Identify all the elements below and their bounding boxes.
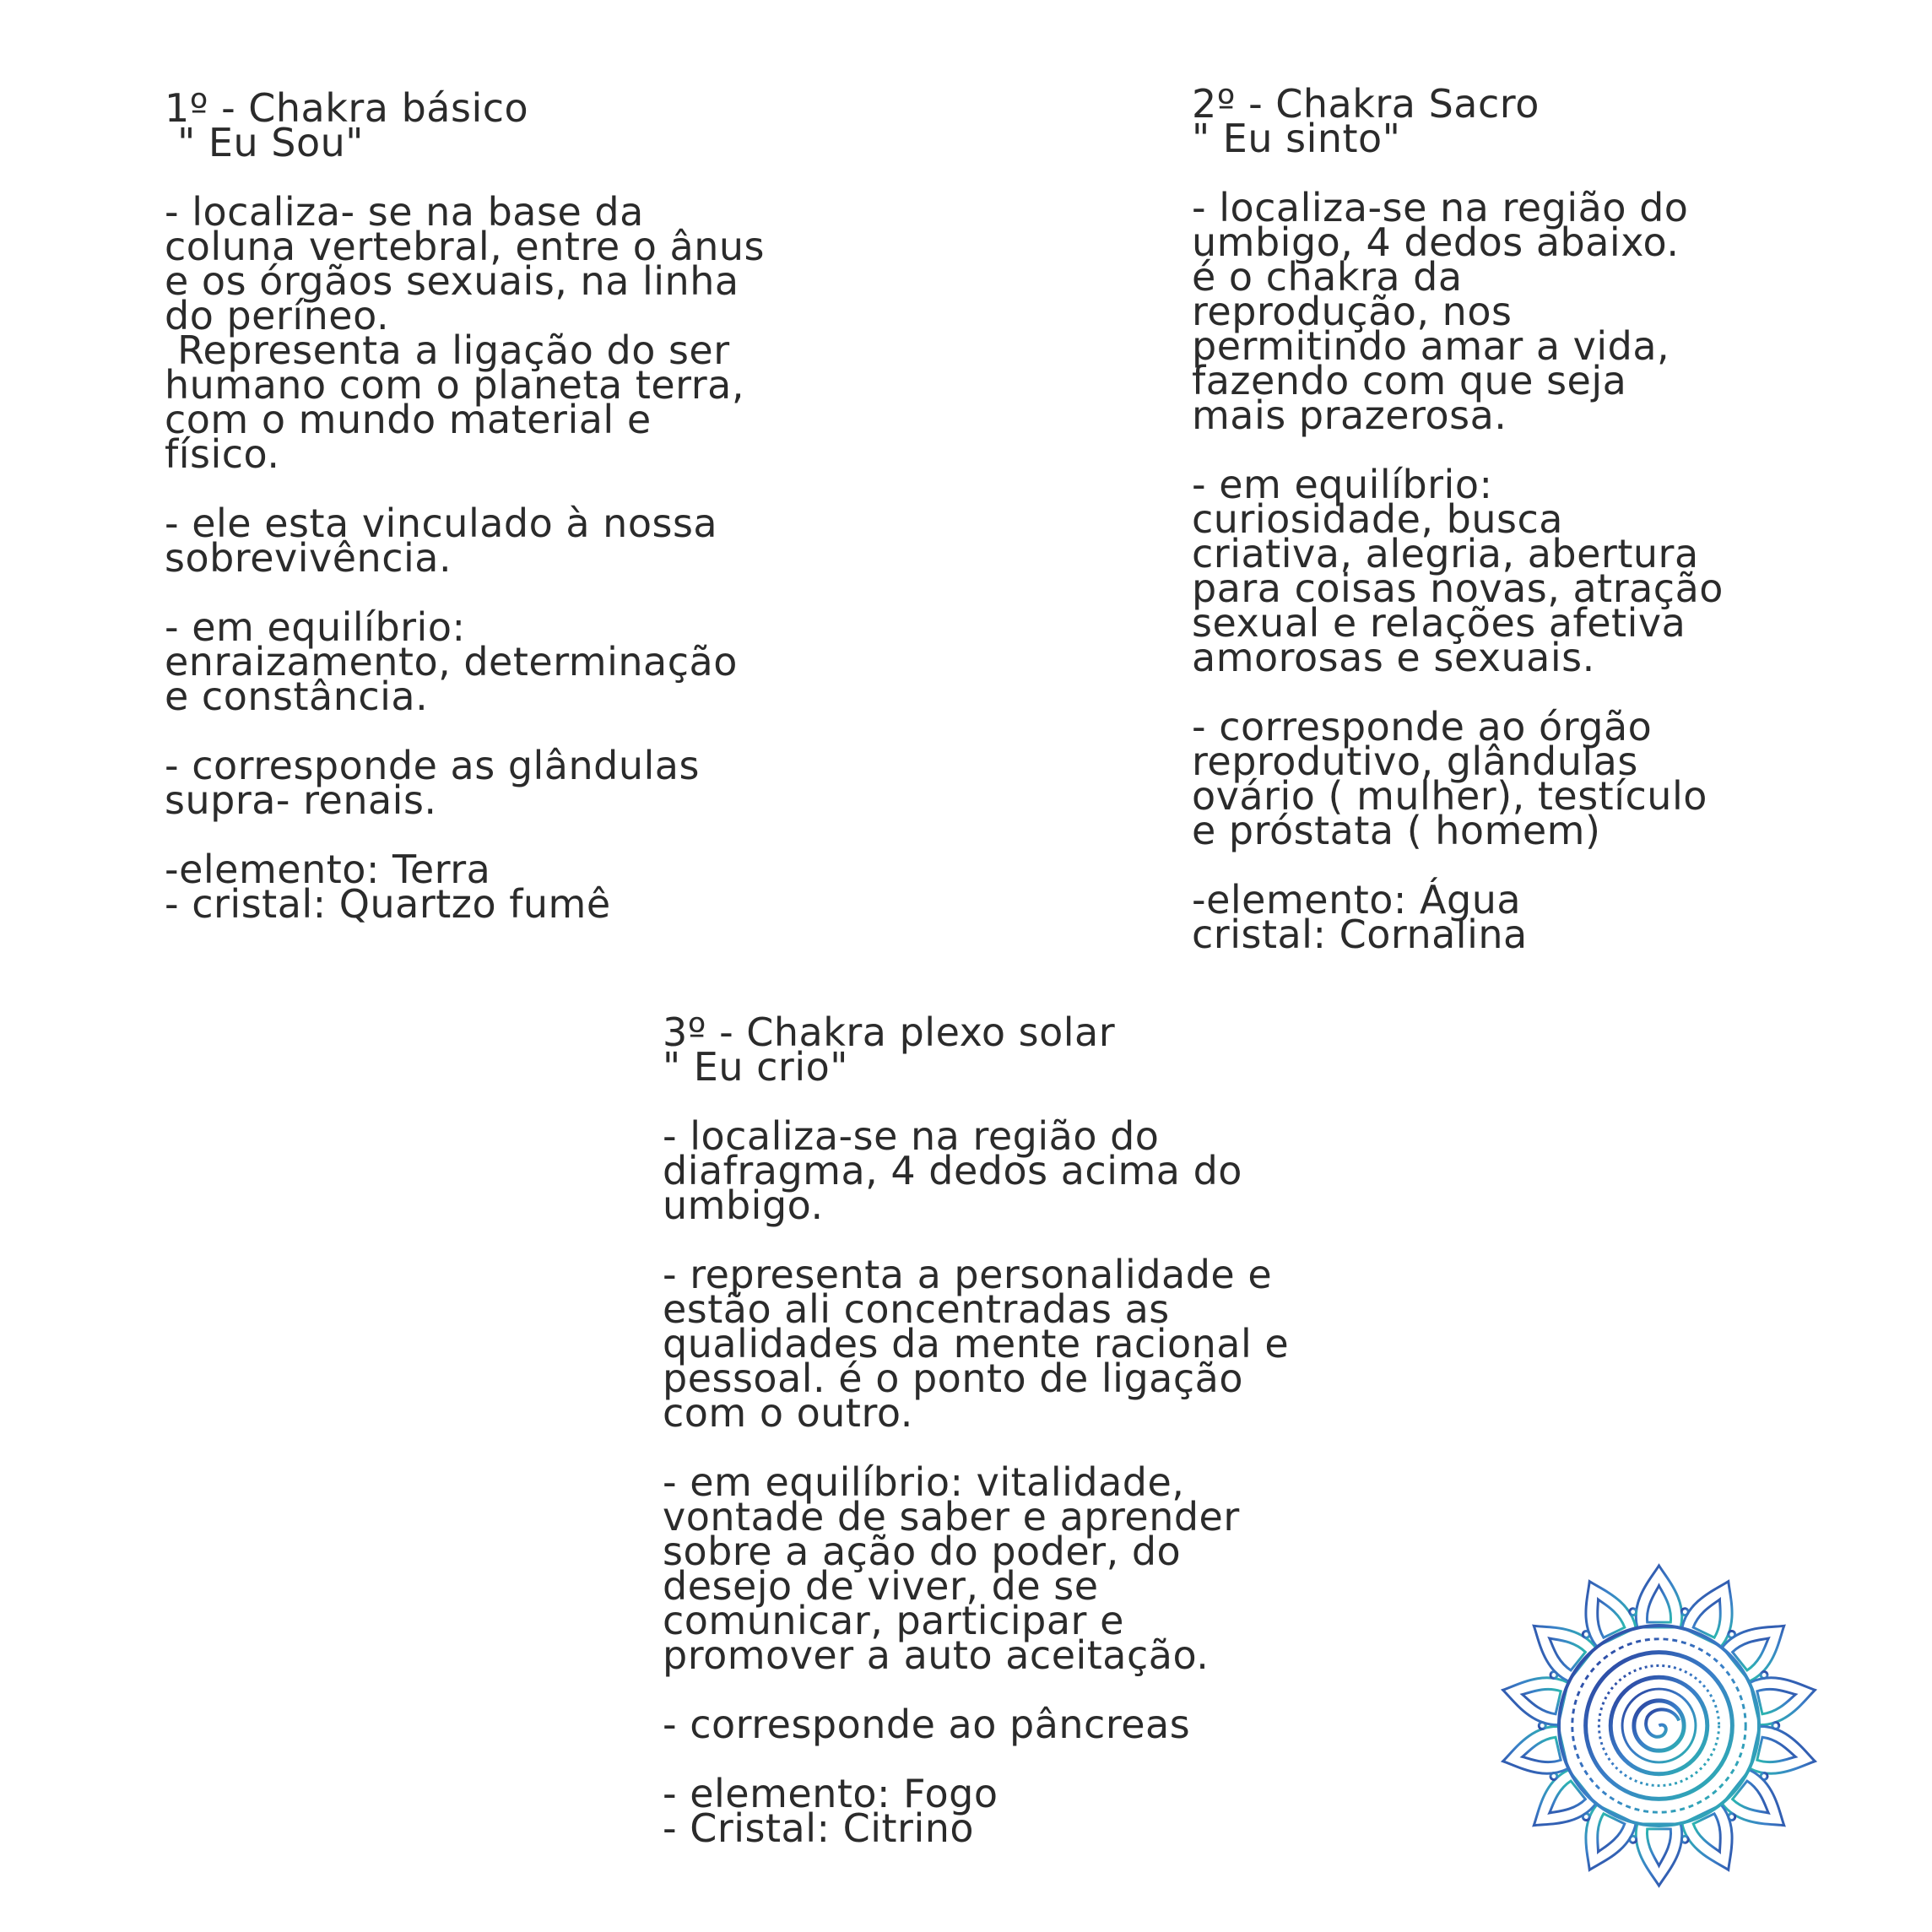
text-line: - Cristal: Citrino: [663, 1805, 975, 1851]
text-line: - em equilíbrio:: [165, 604, 466, 650]
text-line: promover a auto aceitação.: [663, 1632, 1210, 1678]
text-line: enraizamento, determinação: [165, 639, 738, 685]
text-line: - localiza-se na região do: [1192, 185, 1689, 230]
text-line: fazendo com que seja: [1192, 358, 1627, 403]
text-line: do períneo.: [165, 293, 390, 338]
text-line: desejo de viver, de se: [663, 1563, 1099, 1609]
text-line: ovário ( mulher), testículo: [1192, 773, 1707, 819]
text-line: criativa, alegria, abertura: [1192, 531, 1699, 576]
chakra-block-2: [1192, 81, 1724, 957]
text-line: curiosidade, busca: [1192, 496, 1563, 542]
text-line: umbigo, 4 dedos abaixo.: [1192, 219, 1680, 265]
text-line: - ele esta vinculado à nossa: [165, 501, 718, 546]
text-line: com o outro.: [663, 1390, 913, 1436]
chakra-subtitle: " Eu crio": [663, 1044, 848, 1090]
text-line: permitindo amar a vida,: [1192, 323, 1670, 369]
mandala-icon: [1492, 1555, 1826, 1897]
text-line: - corresponde ao órgão: [1192, 704, 1653, 750]
chakra-title: 3º - Chakra plexo solar: [663, 1009, 1116, 1055]
text-line: sobrevivência.: [165, 535, 452, 581]
chakra-title: 2º - Chakra Sacro: [1192, 81, 1540, 127]
text-line: humano com o planeta terra,: [165, 362, 744, 408]
text-line: - corresponde ao pâncreas: [663, 1702, 1191, 1747]
text-line: -elemento: Água: [1192, 877, 1522, 923]
text-line: reprodutivo, glândulas: [1192, 739, 1638, 784]
text-line: - em equilíbrio: vitalidade,: [663, 1459, 1185, 1505]
text-line: amorosas e sexuais.: [1192, 635, 1595, 680]
text-line: vontade de saber e aprender: [663, 1494, 1240, 1540]
text-line: umbigo.: [663, 1182, 824, 1228]
text-line: é o chakra da: [1192, 254, 1463, 300]
text-line: - representa a personalidade e: [663, 1252, 1273, 1297]
chakra-title: 1º - Chakra básico: [165, 85, 529, 131]
text-line: supra- renais.: [165, 777, 437, 823]
chakra-subtitle: " Eu Sou": [165, 120, 364, 165]
text-line: -elemento: Terra: [165, 847, 491, 892]
text-line: comunicar, participar e: [663, 1598, 1124, 1643]
chakra-block-1: [165, 85, 765, 927]
text-line: - cristal: Quartzo fumê: [165, 881, 611, 927]
text-line: físico.: [165, 431, 280, 477]
text-line: - elemento: Fogo: [663, 1771, 998, 1816]
text-line: - localiza- se na base da: [165, 189, 644, 235]
text-line: estão ali concentradas as: [663, 1286, 1170, 1332]
text-line: - localiza-se na região do: [663, 1113, 1160, 1159]
text-line: - corresponde as glândulas: [165, 743, 700, 788]
text-line: pessoal. é o ponto de ligação: [663, 1356, 1243, 1401]
text-line: com o mundo material e: [165, 397, 652, 442]
text-line: diafragma, 4 dedos acima do: [663, 1148, 1242, 1193]
text-line: e próstata ( homem): [1192, 808, 1601, 853]
text-line: qualidades da mente racional e: [663, 1321, 1290, 1366]
text-line: e constância.: [165, 674, 429, 719]
chakra-subtitle: " Eu sinto": [1192, 116, 1401, 161]
text-line: mais prazerosa.: [1192, 392, 1507, 438]
text-line: para coisas novas, atração: [1192, 566, 1724, 611]
text-line: - em equilíbrio:: [1192, 462, 1493, 507]
text-line: e os órgãos sexuais, na linha: [165, 258, 739, 304]
text-line: Representa a ligação do ser: [165, 327, 730, 373]
text-line: cristal: Cornalina: [1192, 912, 1528, 957]
text-line: coluna vertebral, entre o ânus: [165, 224, 765, 269]
text-line: reprodução, nos: [1192, 289, 1513, 334]
text-line: sobre a ação do poder, do: [663, 1529, 1182, 1574]
text-line: sexual e relações afetiva: [1192, 600, 1686, 646]
chakra-block-3: [663, 1009, 1290, 1851]
